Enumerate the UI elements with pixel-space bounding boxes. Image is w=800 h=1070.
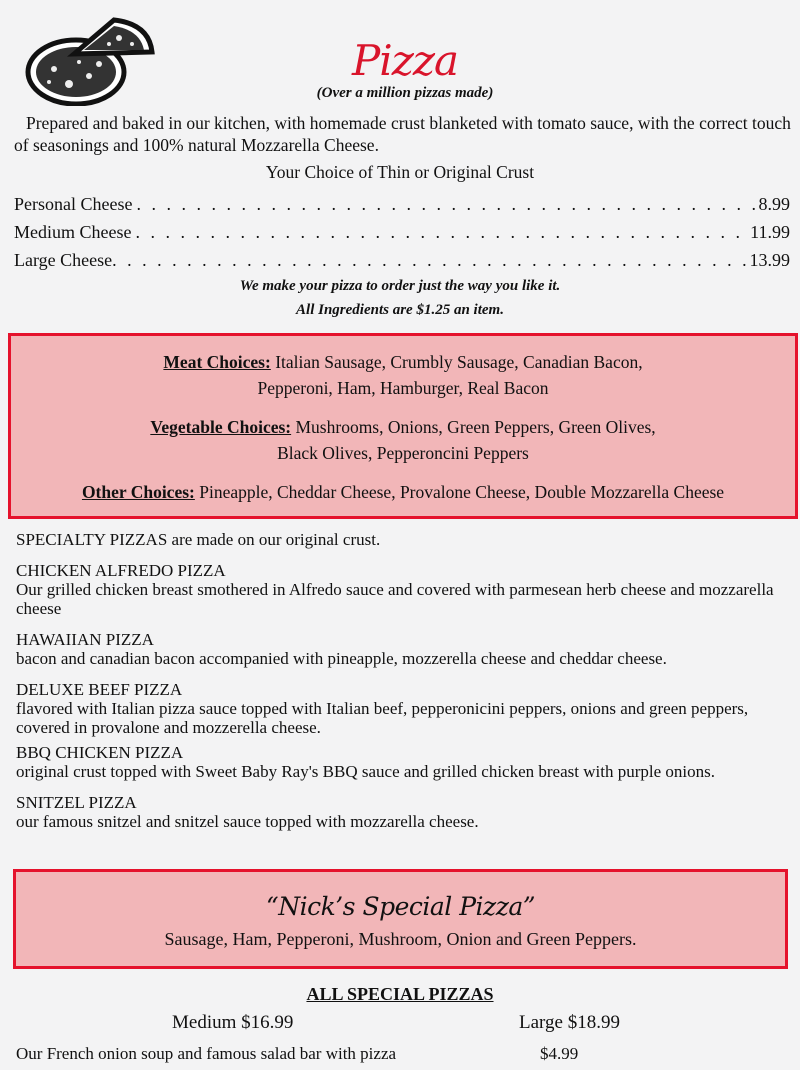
specialty-name: BBQ CHICKEN PIZZA (16, 743, 184, 762)
item-name: Medium Cheese (14, 222, 132, 242)
vegetable-label: Vegetable Choices: (150, 417, 292, 437)
dot-leader (135, 221, 746, 243)
item-price: 13.99 (749, 250, 790, 270)
meat-list-cont: Pepperoni, Ham, Hamburger, Real Bacon (257, 378, 549, 398)
all-special-heading: ALL SPECIAL PIZZAS (306, 984, 494, 1004)
item-price: 8.99 (758, 194, 790, 214)
soup-salad-price: $4.99 (540, 1044, 579, 1063)
other-list: Pineapple, Cheddar Cheese, Provalone Cheese, Double Mozzarella Cheese (194, 482, 725, 502)
specialty-item (16, 743, 791, 781)
crust-choice: Your Choice of Thin or Original Crust (265, 162, 535, 182)
vegetable-choices (11, 414, 795, 466)
meat-choices (11, 349, 795, 401)
vegetable-list-cont: Black Olives, Pepperoncini Peppers (277, 443, 529, 463)
specialty-desc: original crust topped with Sweet Baby Ray's BBQ sauce and grilled chicken breast with purple onions. (16, 762, 715, 781)
dot-leader (112, 249, 745, 271)
page-subtitle: (Over a million pizzas made) (316, 85, 494, 101)
dot-leader (136, 193, 754, 215)
price-row (14, 193, 790, 215)
nicks-special-box (13, 869, 788, 969)
vegetable-list: Mushrooms, Onions, Green Peppers, Green Olives, (291, 417, 656, 437)
soup-salad-text: Our French onion soup and famous salad bar with pizza (16, 1044, 397, 1063)
ingredient-choices-box (8, 333, 798, 519)
specialty-desc: Our grilled chicken breast smothered in Alfredo sauce and covered with parmesean herb cheese and mozzarella cheese (16, 580, 774, 618)
meat-list: Italian Sausage, Crumbly Sausage, Canadian Bacon, (270, 352, 643, 372)
intro-text: Prepared and baked in our kitchen, with homemade crust blanketed with tomato sauce, with the correct touch of seasonings and 100% natural Mozzarella Cheese. (14, 113, 791, 155)
specialty-name: HAWAIIAN PIZZA (16, 630, 154, 649)
price-row (14, 221, 790, 243)
meat-label: Meat Choices: (163, 352, 271, 372)
item-name: Personal Cheese (14, 194, 133, 214)
ingredient-price-note: All Ingredients are $1.25 an item. (296, 302, 504, 318)
specialty-section (16, 530, 791, 843)
page-title: Pizza (352, 36, 458, 85)
large-price: Large $18.99 (519, 1012, 620, 1033)
item-name: Large Cheese (14, 250, 113, 270)
specialty-desc: bacon and canadian bacon accompanied with pineapple, mozzerella cheese and cheddar cheese. (16, 649, 667, 668)
nicks-special-desc: Sausage, Ham, Pepperoni, Mushroom, Onion and Green Peppers. (164, 929, 637, 949)
specialty-item (16, 680, 791, 737)
specialty-item (16, 561, 791, 618)
specialty-desc: our famous snitzel and snitzel sauce topped with mozzarella cheese. (16, 812, 479, 831)
other-label: Other Choices: (81, 482, 195, 502)
price-row (14, 249, 790, 271)
specialty-item (16, 630, 791, 668)
specialty-name: DELUXE BEEF PIZZA (16, 680, 183, 699)
specialty-name: SNITZEL PIZZA (16, 793, 137, 812)
specialty-name: CHICKEN ALFREDO PIZZA (16, 561, 226, 580)
specialty-item (16, 793, 791, 831)
order-note: We make your pizza to order just the way you like it. (239, 278, 561, 294)
pizza-icon (14, 14, 156, 111)
nicks-special-title: “Nick’s Special Pizza” (265, 892, 536, 921)
specialty-intro: SPECIALTY PIZZAS are made on our original crust. (16, 530, 381, 549)
other-choices (11, 479, 795, 505)
item-price: 11.99 (750, 222, 790, 242)
specialty-desc: flavored with Italian pizza sauce topped with Italian beef, pepperonicini peppers, onions and green peppers, covered in provalone and mozzerella cheese. (16, 699, 749, 737)
medium-price: Medium $16.99 (172, 1012, 294, 1033)
